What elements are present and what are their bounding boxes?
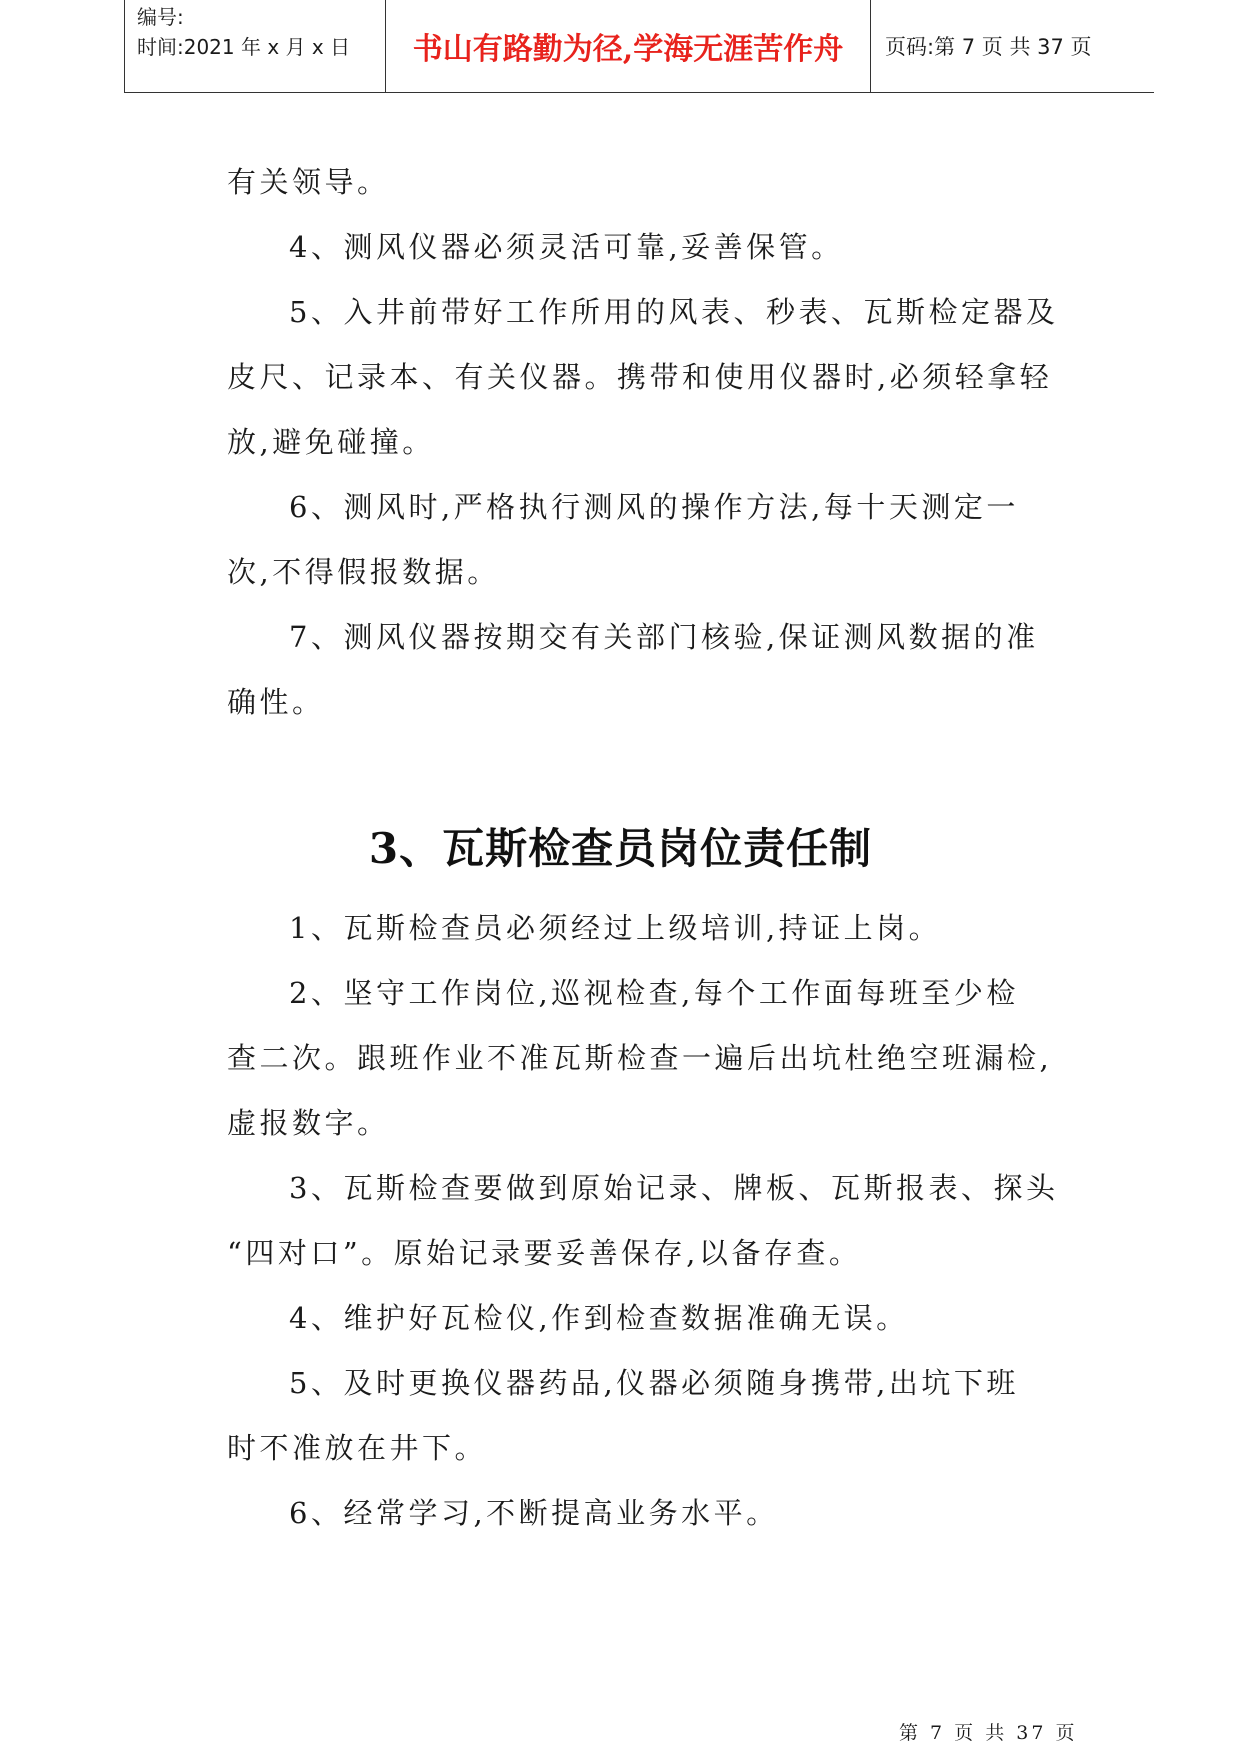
paragraph-line: 放,避免碰撞。 bbox=[227, 425, 435, 459]
paragraph-line: 3、瓦斯检查要做到原始记录、牌板、瓦斯报表、探头 bbox=[289, 1171, 1059, 1205]
paragraph-line: 查二次。跟班作业不准瓦斯检查一遍后出坑杜绝空班漏检, bbox=[227, 1041, 1053, 1075]
paragraph-line: 次,不得假报数据。 bbox=[227, 555, 500, 589]
paragraph-line: 4、测风仪器必须灵活可靠,妥善保管。 bbox=[289, 230, 844, 264]
paragraph-line: 时不准放在井下。 bbox=[227, 1431, 488, 1465]
paragraph-line: 皮尺、记录本、有关仪器。携带和使用仪器时,必须轻拿轻 bbox=[227, 360, 1053, 394]
paragraph-line: 确性。 bbox=[227, 685, 325, 719]
paragraph-line: 5、入井前带好工作所用的风表、秒表、瓦斯检定器及 bbox=[289, 295, 1059, 329]
paragraph-line: “四对口”。原始记录要妥善保存,以备存查。 bbox=[227, 1236, 862, 1270]
paragraph-line: 5、及时更换仪器药品,仪器必须随身携带,出坑下班 bbox=[289, 1366, 1019, 1400]
paragraph-line: 1、瓦斯检查员必须经过上级培训,持证上岗。 bbox=[289, 911, 942, 945]
header-meta bbox=[124, 0, 386, 92]
paragraph-line: 虚报数字。 bbox=[227, 1106, 390, 1140]
page-header bbox=[124, 0, 1154, 93]
paragraph-line: 7、测风仪器按期交有关部门核验,保证测风数据的准 bbox=[289, 620, 1039, 654]
header-page-info: 页码:第 7 页 共 37 页 bbox=[885, 35, 1092, 59]
paragraph-line: 6、经常学习,不断提高业务水平。 bbox=[289, 1496, 779, 1530]
document-time-label: 时间:2021 年 x 月 x 日 bbox=[137, 35, 351, 59]
header-motto: 书山有路勤为径,学海无涯苦作舟 bbox=[386, 0, 871, 92]
paragraph-line: 6、测风时,严格执行测风的操作方法,每十天测定一 bbox=[289, 490, 1019, 524]
section-2-title: 3、瓦斯检查员岗位责任制 bbox=[368, 824, 873, 873]
section-2-body bbox=[227, 896, 1057, 1546]
document-number-label: 编号: bbox=[137, 5, 184, 29]
page-footer: 第 7 页 共 37 页 bbox=[899, 1722, 1078, 1744]
paragraph-line: 有关领导。 bbox=[227, 165, 390, 199]
paragraph-line: 4、维护好瓦检仪,作到检查数据准确无误。 bbox=[289, 1301, 909, 1335]
paragraph-line: 2、坚守工作岗位,巡视检查,每个工作面每班至少检 bbox=[289, 976, 1019, 1010]
section-1-body bbox=[227, 150, 1057, 735]
